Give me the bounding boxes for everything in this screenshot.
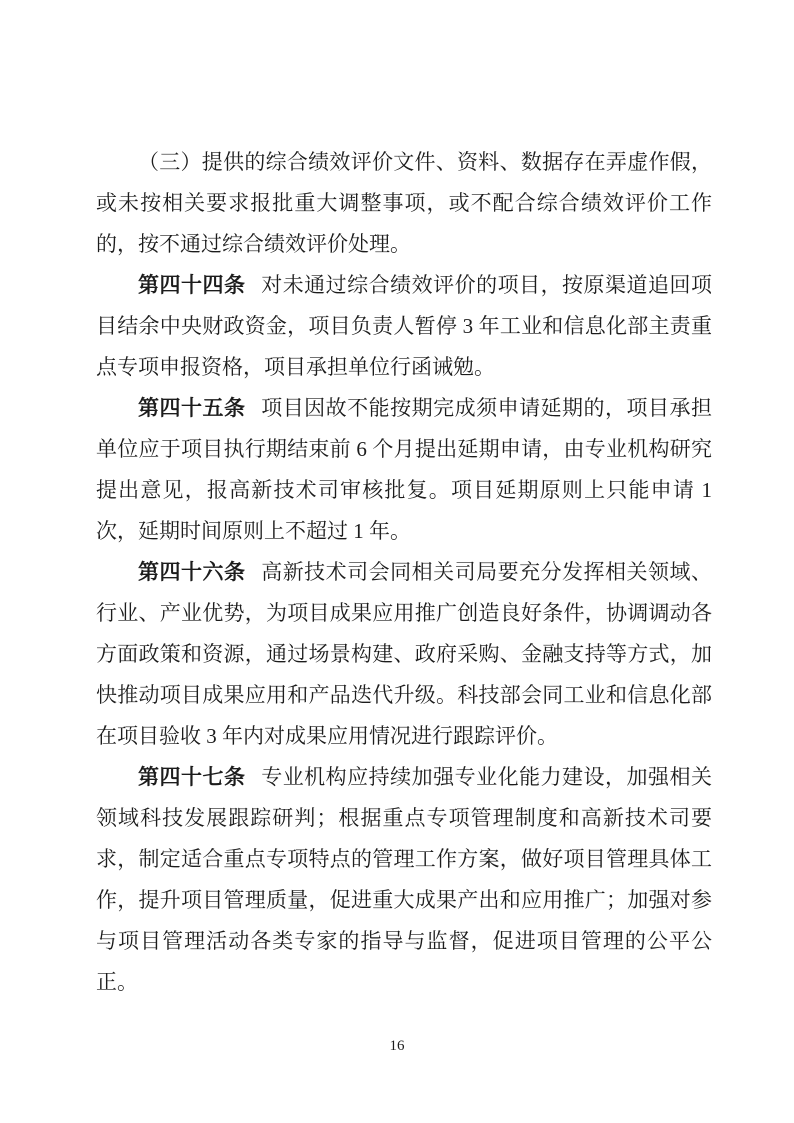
paragraph-text: 高新技术司会同相关司局要充分发挥相关领域、行业、产业优势，为项目成果应用推广创造良好条件，协调调动各方面政策和资源，通过场景构建、政府采购、金融支持等方式，加快推动项目成果应用和产品迭代升级。科技部会同工业和信息化部在项目验收 3 年内对成果应用情况进行跟踪评价。 [96, 560, 713, 748]
paragraph-clause-three [96, 142, 712, 265]
article-number: 第四十六条 [138, 560, 246, 584]
paragraph-text: 项目因故不能按期完成须申请延期的，项目承担单位应于项目执行期结束前 6 个月提出延期申请，由专业机构研究提出意见，报高新技术司审核批复。项目延期原则上只能申请 1 次，延期时间原则上不超过 1 年。 [96, 396, 713, 543]
page-number: 16 [389, 1038, 405, 1054]
paragraph-article-44 [96, 265, 712, 388]
paragraph-text: 专业机构应持续加强专业化能力建设，加强相关领域科技发展跟踪研判；根据重点专项管理制度和高新技术司要求，制定适合重点专项特点的管理工作方案，做好项目管理具体工作，提升项目管理质量，促进重大成果产出和应用推广；加强对参与项目管理活动各类专家的指导与监督，促进项目管理的公平公正。 [96, 765, 713, 994]
document-body [96, 142, 712, 1003]
article-number: 第四十四条 [138, 273, 246, 297]
paragraph-article-45 [96, 388, 712, 552]
paragraph-article-46 [96, 552, 712, 757]
article-number: 第四十七条 [138, 765, 246, 789]
paragraph-text: 对未通过综合绩效评价的项目，按原渠道追回项目结余中央财政资金，项目负责人暂停 3 年工业和信息化部主责重点专项申报资格，项目承担单位行函诫勉。 [96, 273, 713, 379]
paragraph-article-47 [96, 757, 712, 1003]
article-number: 第四十五条 [138, 396, 246, 420]
paragraph-text: （三）提供的综合绩效评价文件、资料、数据存在弄虚作假，或未按相关要求报批重大调整事项，或不配合综合绩效评价工作的，按不通过综合绩效评价处理。 [96, 150, 712, 256]
